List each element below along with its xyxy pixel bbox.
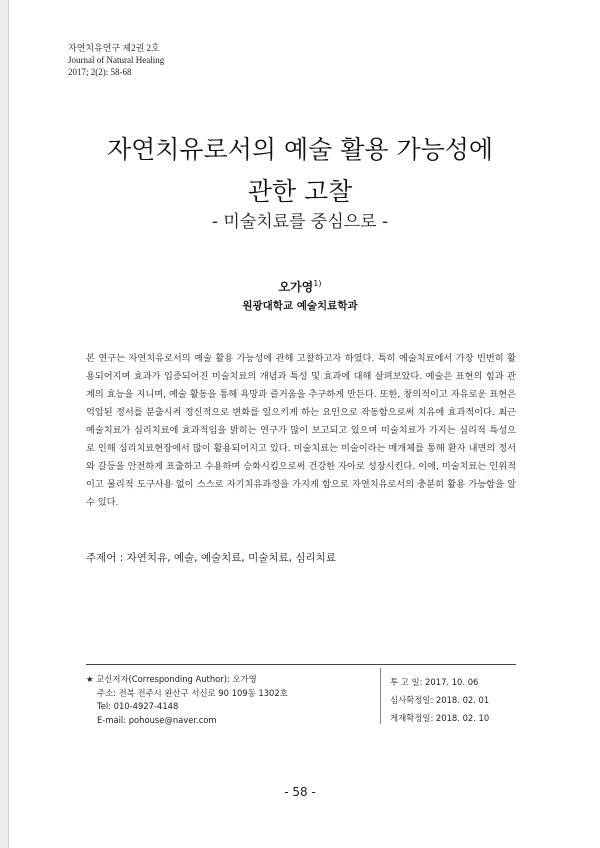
dates-divider: [380, 668, 381, 724]
author-footnote-mark: 1): [313, 279, 322, 288]
abstract: 본 연구는 자연치유로서의 예술 활용 가능성에 관해 고찰하고자 하였다. 특히 예술치료에서 가장 빈번히 활용되어지며 효과가 입증되어진 미술치료의 개념과 특성 및 효과에 대해 살펴보았다. 예술은 표현의 힘과 관계의 효능을 지니며, 예술 활동을 통해 욕망과 즐거움을 추구하게 만든다. 또한, 창의적이고 자유로운 표현은 억압된 정서를 분출시켜 정신적으로 변화를 일으키게 하는 요인으로 작동함으로써 치유에 효과적이다. 최근 예술치료가 심리치료에 효과적임을 밝히는 연구가 많이 보고되고 있으며 미술치료가 가지는 심리적 특성으로 인해 심리치료현장에서 많이 활용되어지고 있다. 미술치료는 미술이라는 매개체를 통해 환자 내면의 정서와 갈등을 안전하게 표출하고 수용하며 승화시킴으로써 건강한 자아로 성장시킨다. 이에, 미술치료는 인위적이고 물리적 도구사용 없이 스스로 자기치유과정을 가지게 함으로 자연치유로서의 충분히 활용 가능함을 알 수 있다.: [86, 353, 516, 508]
page-number: - 58 -: [284, 785, 316, 799]
paper-title-line1: 자연치유로서의 예술 활용 가능성에: [106, 135, 494, 164]
date-received: 투 고 일: 2017. 10. 06: [390, 677, 479, 687]
journal-name-ko: 자연치유연구 제2권 2호: [68, 43, 160, 53]
date-accepted: 게재확정일: 2018. 02. 10: [390, 713, 490, 723]
footnote-divider: [86, 664, 516, 665]
paper-title-line2: 관한 고찰: [247, 177, 353, 206]
contact-address: 주소: 전북 전주시 완산구 서신로 90 109동 1302호: [97, 687, 288, 698]
contact-email: E-mail: pohouse@naver.com: [97, 714, 217, 725]
date-reviewed: 심사확정일: 2018. 02. 01: [390, 695, 490, 705]
keywords: 주제어 : 자연치유, 예술, 예술치료, 미술치료, 심리치료: [86, 552, 336, 564]
page-edge: [0, 0, 9, 848]
journal-name-en: Journal of Natural Healing: [68, 55, 165, 65]
author-name: 오가영: [278, 280, 314, 294]
journal-header: [68, 42, 164, 78]
author-affiliation: 원광대학교 예술치료학과: [242, 300, 358, 312]
contact-tel: Tel: 010-4927-4148: [97, 701, 179, 711]
submission-dates: [390, 673, 489, 727]
contact-info: [86, 673, 288, 727]
corresponding-author: ★ 교신저자(Corresponding Author): 오가영: [86, 674, 257, 684]
paper-subtitle: - 미술치료를 중심으로 -: [211, 212, 389, 232]
journal-citation: 2017; 2(2): 58-68: [68, 67, 132, 77]
author: [60, 278, 540, 295]
